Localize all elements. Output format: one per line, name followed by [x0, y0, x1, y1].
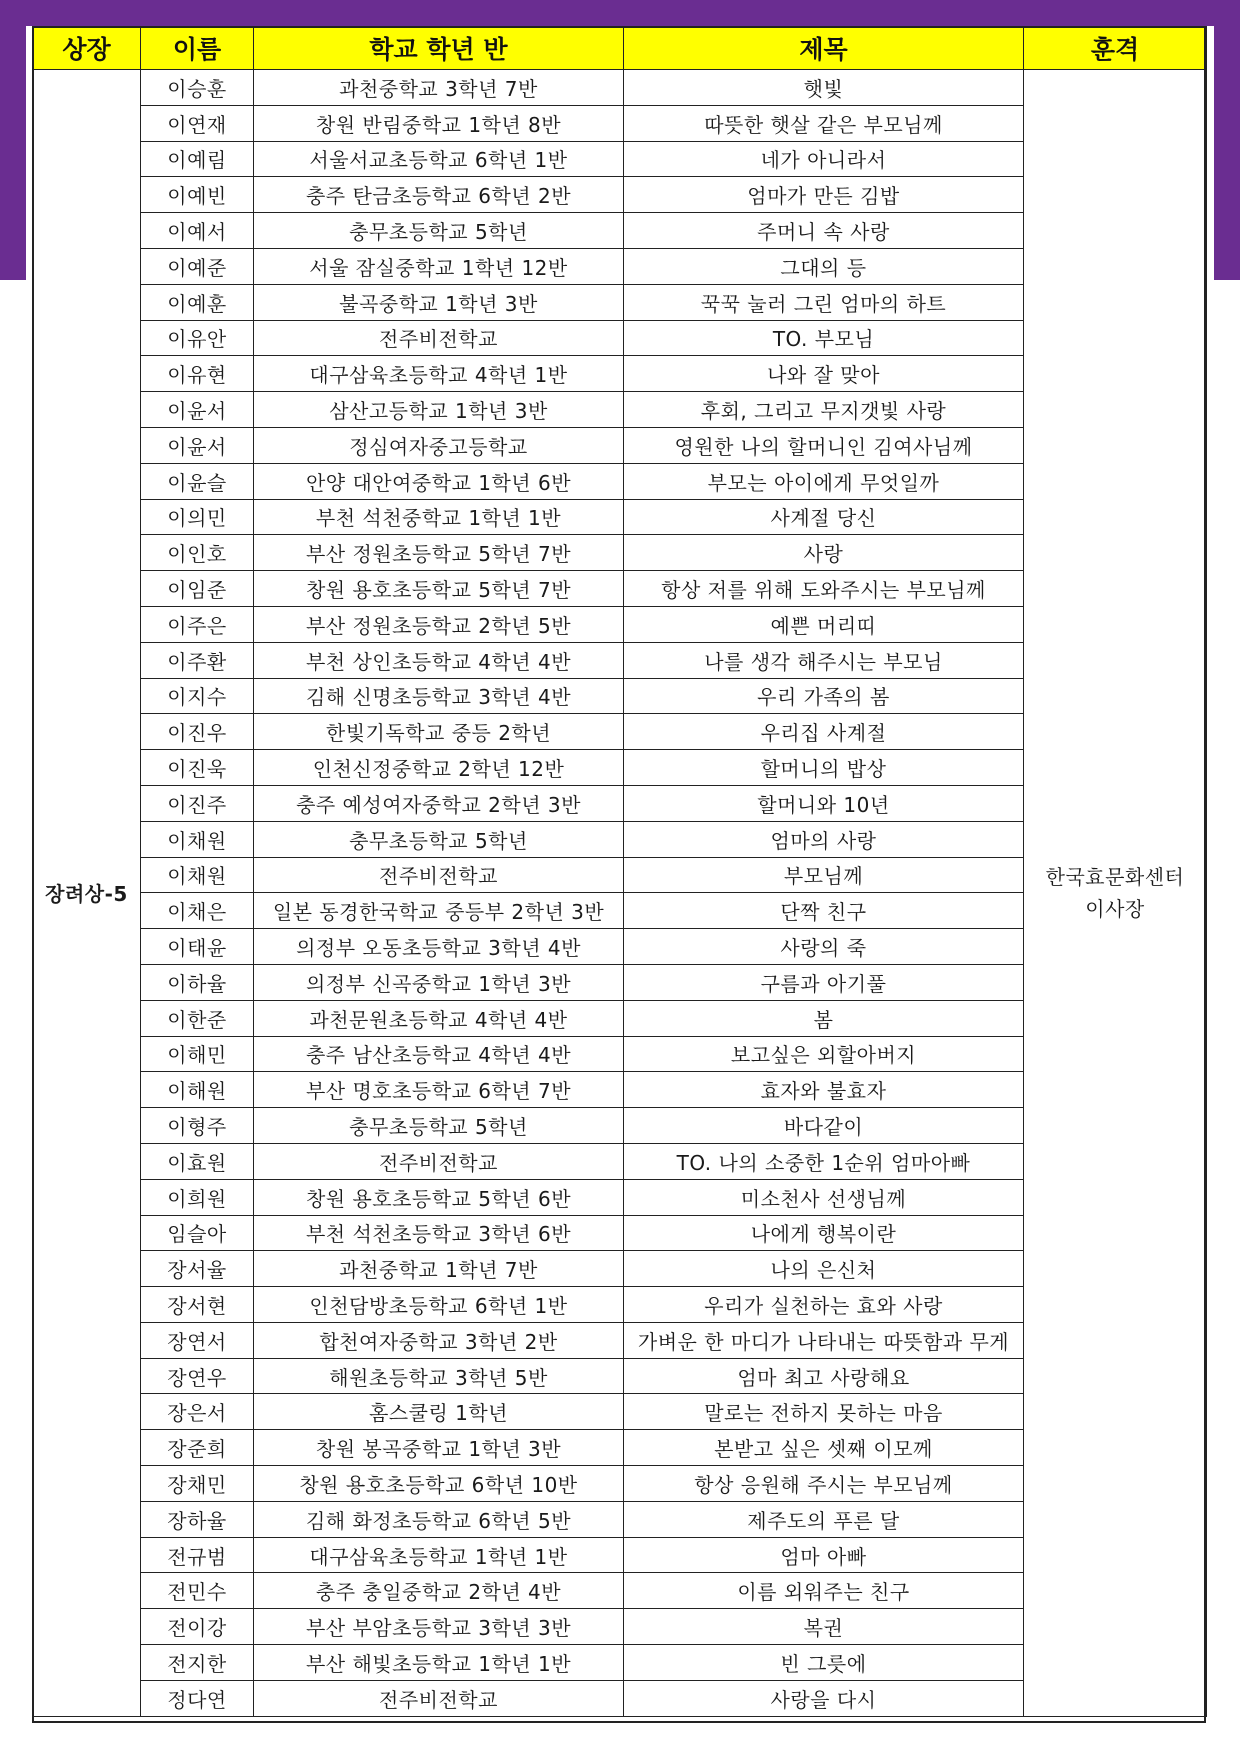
student-name-cell: 이임준 [141, 571, 254, 607]
work-title-cell: 영원한 나의 할머니인 김여사님께 [624, 427, 1024, 463]
header-school: 학교 학년 반 [254, 27, 624, 70]
work-title-cell: 후회, 그리고 무지갯빛 사랑 [624, 392, 1024, 428]
school-grade-class-cell: 정심여자중고등학교 [254, 427, 624, 463]
table-row [33, 70, 1207, 106]
header-row [33, 27, 1207, 70]
work-title-cell: 구름과 아기풀 [624, 964, 1024, 1000]
student-name-cell: 장채민 [141, 1466, 254, 1502]
school-grade-class-cell: 해원초등학교 3학년 5반 [254, 1358, 624, 1394]
left-purple-band [0, 0, 26, 280]
school-grade-class-cell: 서울서교초등학교 6학년 1반 [254, 141, 624, 177]
work-title-cell: 보고싶은 외할아버지 [624, 1036, 1024, 1072]
student-name-cell: 이주은 [141, 606, 254, 642]
work-title-cell: 사랑 [624, 535, 1024, 571]
work-title-cell: 나를 생각 해주시는 부모님 [624, 642, 1024, 678]
school-grade-class-cell: 합천여자중학교 3학년 2반 [254, 1322, 624, 1358]
student-name-cell: 장은서 [141, 1394, 254, 1430]
award-rank-line1: 한국효문화센터 [1045, 864, 1185, 889]
student-name-cell: 이태윤 [141, 929, 254, 965]
student-name-cell: 이유현 [141, 356, 254, 392]
work-title-cell: 네가 아니라서 [624, 141, 1024, 177]
school-grade-class-cell: 김해 신명초등학교 3학년 4반 [254, 678, 624, 714]
school-grade-class-cell: 의정부 신곡중학교 1학년 3반 [254, 964, 624, 1000]
school-grade-class-cell: 창원 용호초등학교 5학년 6반 [254, 1179, 624, 1215]
school-grade-class-cell: 의정부 오동초등학교 3학년 4반 [254, 929, 624, 965]
school-grade-class-cell: 대구삼육초등학교 4학년 1반 [254, 356, 624, 392]
student-name-cell: 이의민 [141, 499, 254, 535]
student-name-cell: 이주환 [141, 642, 254, 678]
header-award: 상장 [33, 27, 141, 70]
school-grade-class-cell: 전주비전학교 [254, 857, 624, 893]
student-name-cell: 이진주 [141, 785, 254, 821]
work-title-cell: 가벼운 한 마디가 나타내는 따뜻함과 무게 [624, 1322, 1024, 1358]
student-name-cell: 이인호 [141, 535, 254, 571]
school-grade-class-cell: 전주비전학교 [254, 320, 624, 356]
work-title-cell: 따뜻한 햇살 같은 부모님께 [624, 105, 1024, 141]
school-grade-class-cell: 과천중학교 1학년 7반 [254, 1251, 624, 1287]
school-grade-class-cell: 과천중학교 3학년 7반 [254, 70, 624, 106]
right-purple-band [1214, 0, 1240, 280]
student-name-cell: 이지수 [141, 678, 254, 714]
student-name-cell: 장연우 [141, 1358, 254, 1394]
student-name-cell: 전지한 [141, 1645, 254, 1681]
school-grade-class-cell: 부산 해빛초등학교 1학년 1반 [254, 1645, 624, 1681]
work-title-cell: 미소천사 선생님께 [624, 1179, 1024, 1215]
school-grade-class-cell: 삼산고등학교 1학년 3반 [254, 392, 624, 428]
student-name-cell: 전규범 [141, 1537, 254, 1573]
student-name-cell: 전민수 [141, 1573, 254, 1609]
school-grade-class-cell: 충주 충일중학교 2학년 4반 [254, 1573, 624, 1609]
work-title-cell: 단짝 친구 [624, 893, 1024, 929]
school-grade-class-cell: 부산 명호초등학교 6학년 7반 [254, 1072, 624, 1108]
work-title-cell: 효자와 불효자 [624, 1072, 1024, 1108]
school-grade-class-cell: 전주비전학교 [254, 1680, 624, 1716]
school-grade-class-cell: 충무초등학교 5학년 [254, 213, 624, 249]
school-grade-class-cell: 충주 예성여자중학교 2학년 3반 [254, 785, 624, 821]
work-title-cell: 그대의 등 [624, 248, 1024, 284]
work-title-cell: 나와 잘 맞아 [624, 356, 1024, 392]
student-name-cell: 이윤서 [141, 427, 254, 463]
school-grade-class-cell: 부천 상인초등학교 4학년 4반 [254, 642, 624, 678]
school-grade-class-cell: 충무초등학교 5학년 [254, 821, 624, 857]
work-title-cell: 부모님께 [624, 857, 1024, 893]
work-title-cell: 나에게 행복이란 [624, 1215, 1024, 1251]
school-grade-class-cell: 서울 잠실중학교 1학년 12반 [254, 248, 624, 284]
student-name-cell: 이해원 [141, 1072, 254, 1108]
header-title: 제목 [624, 27, 1024, 70]
work-title-cell: 엄마 최고 사랑해요 [624, 1358, 1024, 1394]
award-rank-cell [1024, 70, 1207, 1717]
work-title-cell: 주머니 속 사랑 [624, 213, 1024, 249]
student-name-cell: 장서현 [141, 1287, 254, 1323]
school-grade-class-cell: 전주비전학교 [254, 1143, 624, 1179]
student-name-cell: 이하율 [141, 964, 254, 1000]
student-name-cell: 이윤서 [141, 392, 254, 428]
student-name-cell: 장연서 [141, 1322, 254, 1358]
work-title-cell: 할머니와 10년 [624, 785, 1024, 821]
table-body [33, 70, 1207, 1717]
award-rank-line2: 이사장 [1085, 896, 1145, 921]
student-name-cell: 이채원 [141, 821, 254, 857]
work-title-cell: 햇빛 [624, 70, 1024, 106]
award-level-cell: 장려상-5 [33, 70, 141, 1717]
school-grade-class-cell: 인천담방초등학교 6학년 1반 [254, 1287, 624, 1323]
work-title-cell: 우리 가족의 봄 [624, 678, 1024, 714]
school-grade-class-cell: 인천신정중학교 2학년 12반 [254, 750, 624, 786]
student-name-cell: 이예림 [141, 141, 254, 177]
work-title-cell: 사계절 당신 [624, 499, 1024, 535]
work-title-cell: 우리가 실천하는 효와 사랑 [624, 1287, 1024, 1323]
school-grade-class-cell: 안양 대안여중학교 1학년 6반 [254, 463, 624, 499]
work-title-cell: 우리집 사계절 [624, 714, 1024, 750]
work-title-cell: 제주도의 푸른 달 [624, 1501, 1024, 1537]
work-title-cell: 엄마가 만든 김밥 [624, 177, 1024, 213]
school-grade-class-cell: 부천 석천중학교 1학년 1반 [254, 499, 624, 535]
student-name-cell: 이채원 [141, 857, 254, 893]
school-grade-class-cell: 부산 정원초등학교 5학년 7반 [254, 535, 624, 571]
student-name-cell: 이형주 [141, 1108, 254, 1144]
school-grade-class-cell: 창원 봉곡중학교 1학년 3반 [254, 1430, 624, 1466]
school-grade-class-cell: 부산 정원초등학교 2학년 5반 [254, 606, 624, 642]
work-title-cell: TO. 나의 소중한 1순위 엄마아빠 [624, 1143, 1024, 1179]
student-name-cell: 이연재 [141, 105, 254, 141]
student-name-cell: 이승훈 [141, 70, 254, 106]
work-title-cell: 이름 외워주는 친구 [624, 1573, 1024, 1609]
school-grade-class-cell: 대구삼육초등학교 1학년 1반 [254, 1537, 624, 1573]
student-name-cell: 장하율 [141, 1501, 254, 1537]
header-rank: 훈격 [1024, 27, 1207, 70]
work-title-cell: 봄 [624, 1000, 1024, 1036]
work-title-cell: 사랑을 다시 [624, 1680, 1024, 1716]
school-grade-class-cell: 불곡중학교 1학년 3반 [254, 284, 624, 320]
student-name-cell: 이예훈 [141, 284, 254, 320]
school-grade-class-cell: 부천 석천초등학교 3학년 6반 [254, 1215, 624, 1251]
work-title-cell: 항상 응원해 주시는 부모님께 [624, 1466, 1024, 1502]
student-name-cell: 이예준 [141, 248, 254, 284]
school-grade-class-cell: 과천문원초등학교 4학년 4반 [254, 1000, 624, 1036]
school-grade-class-cell: 김해 화정초등학교 6학년 5반 [254, 1501, 624, 1537]
student-name-cell: 이진우 [141, 714, 254, 750]
student-name-cell: 이효원 [141, 1143, 254, 1179]
school-grade-class-cell: 충무초등학교 5학년 [254, 1108, 624, 1144]
work-title-cell: 예쁜 머리띠 [624, 606, 1024, 642]
work-title-cell: 복권 [624, 1609, 1024, 1645]
school-grade-class-cell: 창원 용호초등학교 5학년 7반 [254, 571, 624, 607]
school-grade-class-cell: 충주 탄금초등학교 6학년 2반 [254, 177, 624, 213]
school-grade-class-cell: 한빛기독학교 중등 2학년 [254, 714, 624, 750]
award-table [32, 26, 1207, 1717]
work-title-cell: 항상 저를 위해 도와주시는 부모님께 [624, 571, 1024, 607]
student-name-cell: 이진욱 [141, 750, 254, 786]
school-grade-class-cell: 일본 동경한국학교 중등부 2학년 3반 [254, 893, 624, 929]
work-title-cell: 할머니의 밥상 [624, 750, 1024, 786]
work-title-cell: 엄마 아빠 [624, 1537, 1024, 1573]
student-name-cell: 이유안 [141, 320, 254, 356]
school-grade-class-cell: 창원 용호초등학교 6학년 10반 [254, 1466, 624, 1502]
student-name-cell: 정다연 [141, 1680, 254, 1716]
work-title-cell: 부모는 아이에게 무엇일까 [624, 463, 1024, 499]
student-name-cell: 이예서 [141, 213, 254, 249]
student-name-cell: 장준희 [141, 1430, 254, 1466]
student-name-cell: 이한준 [141, 1000, 254, 1036]
work-title-cell: 본받고 싶은 셋째 이모께 [624, 1430, 1024, 1466]
work-title-cell: 사랑의 죽 [624, 929, 1024, 965]
header-name: 이름 [141, 27, 254, 70]
student-name-cell: 장서율 [141, 1251, 254, 1287]
student-name-cell: 전이강 [141, 1609, 254, 1645]
student-name-cell: 이예빈 [141, 177, 254, 213]
school-grade-class-cell: 홈스쿨링 1학년 [254, 1394, 624, 1430]
student-name-cell: 이채은 [141, 893, 254, 929]
work-title-cell: 바다같이 [624, 1108, 1024, 1144]
work-title-cell: 말로는 전하지 못하는 마음 [624, 1394, 1024, 1430]
top-purple-band [0, 0, 1240, 26]
student-name-cell: 이희원 [141, 1179, 254, 1215]
work-title-cell: TO. 부모님 [624, 320, 1024, 356]
work-title-cell: 빈 그릇에 [624, 1645, 1024, 1681]
school-grade-class-cell: 부산 부암초등학교 3학년 3반 [254, 1609, 624, 1645]
school-grade-class-cell: 창원 반림중학교 1학년 8반 [254, 105, 624, 141]
student-name-cell: 이해민 [141, 1036, 254, 1072]
student-name-cell: 이윤슬 [141, 463, 254, 499]
work-title-cell: 꾹꾹 눌러 그린 엄마의 하트 [624, 284, 1024, 320]
work-title-cell: 엄마의 사랑 [624, 821, 1024, 857]
work-title-cell: 나의 은신처 [624, 1251, 1024, 1287]
school-grade-class-cell: 충주 남산초등학교 4학년 4반 [254, 1036, 624, 1072]
student-name-cell: 임슬아 [141, 1215, 254, 1251]
